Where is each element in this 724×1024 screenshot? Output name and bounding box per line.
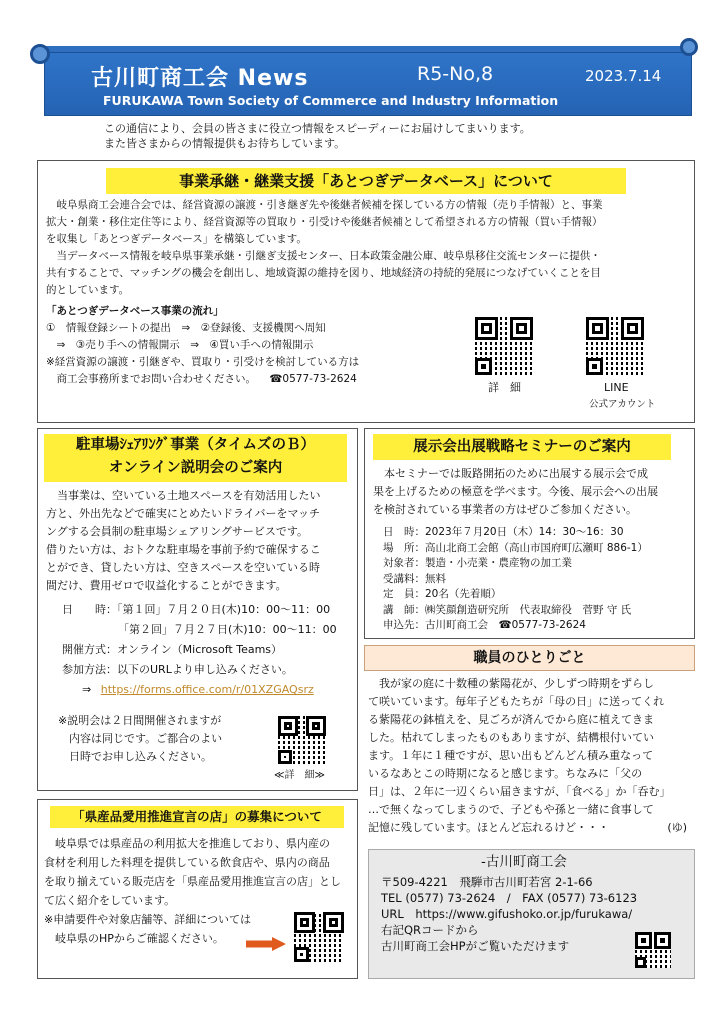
flow-title: 「あとつぎデータベース事業の流れ」 (46, 305, 224, 317)
qr-code-detail[interactable] (475, 317, 533, 375)
text-line: ます。１年に１種ですが、思い出もどんどん積み重なって (368, 749, 654, 762)
parking-title-line: 駐車場ｼｪｱﾘﾝｸﾞ事業（タイムズのＢ） (76, 437, 315, 453)
newsletter-subtitle: FURUKAWA Town Society of Commerce and Industry Information (103, 93, 559, 108)
contact-qr-text: 古川町商工会HPがご覧いただけます (381, 939, 570, 953)
scroll-curl-left (30, 44, 50, 64)
text-line: 日」は、２年に一辺くらい届きますが、「食べる」か「呑む」 (368, 785, 671, 798)
parking-method: 開催方式：オンライン（Microsoft Teams） (62, 643, 283, 656)
text-line: 果を上げるための極意を学べます。今後、展示会への出展 (373, 485, 659, 498)
qr-code-product[interactable] (294, 912, 344, 962)
staff-body (368, 675, 693, 837)
flow-section (46, 303, 466, 388)
qr-code-homepage[interactable] (635, 932, 671, 968)
banner-body (44, 52, 692, 116)
text-line: る紫陽花の鉢植えを、見ごろが済んでから庭に植えてきま (368, 713, 654, 726)
text-line: いるなあとこの時期になると感じます。ちなみに「父の (368, 767, 643, 780)
text-line: 間だけ、費用ゼロで収益化することができます。 (46, 579, 287, 592)
text-line: を収集し「あとつぎデータベース」を構築しています。 (46, 233, 307, 245)
qr-line-label: LINE (604, 381, 629, 394)
header-banner (34, 46, 692, 116)
staff-title-bar (364, 645, 695, 671)
text-line: 当事業は、空いている土地スペースを有効活用したい (46, 489, 321, 502)
exhibition-body (373, 465, 693, 519)
contact-url[interactable]: URL https://www.gifushoko.or.jp/furukawa/ (381, 907, 633, 921)
succession-contact-line (46, 371, 466, 388)
product-title: 「県産品愛用推進宣言の店」の募集について (50, 806, 344, 828)
qr-line-sublabel: 公式アカウント (589, 399, 656, 410)
staff-last-line (368, 819, 693, 837)
text-line: を検討されている事業者の方はぜひご参加ください。 (373, 503, 637, 516)
text-line: 記憶に残しています。ほとんど忘れるけど・・・ (368, 821, 610, 834)
text-line: 食材を利用した料理を提供している飲食店や、県内の商品 (44, 856, 330, 869)
session-1: 「第１回」７月２０日(木)10：00～11：00 (117, 603, 331, 616)
text-line: ングする会員制の駐車場シェアリングサービスです。 (46, 525, 309, 538)
detail-line: 受講料：無料 (383, 572, 446, 585)
flow-step: ① 情報登録シートの提出 ⇒ ②登録後、支援機関へ周知 (46, 322, 326, 334)
parking-url-link[interactable]: https://forms.office.com/r/01XZGAQsrz (100, 683, 314, 696)
text-line: 借りたい方は、おトクな駐車場を事前予約で確保するこ (46, 543, 321, 556)
staff-section (364, 645, 695, 843)
contact-qr-text: 右記QRコードから (381, 923, 479, 937)
detail-line: 定 員：20名（先着順） (383, 588, 502, 600)
detail-line: 日 時：2023年７月20日（木）14：30～16：30 (383, 526, 624, 538)
text-line: 共有することで、マッチングの機会を創出し、地域資源の維持を図り、地域経済の持続的発展につなげていくことを目 (46, 267, 601, 279)
parking-title-line: オンライン説明会のご案内 (108, 460, 283, 476)
issue-number: R5-No,8 (417, 63, 494, 85)
parking-title (44, 434, 347, 482)
exhibition-details (383, 525, 693, 634)
text-line: …で無くなってしまうので、子どもや孫と一緒に食事して (368, 803, 654, 816)
staff-title: 職員のひとりごと (473, 650, 586, 666)
text-line: 岐阜県商工会連合会では、経営資源の譲渡・引き継ぎ先や後継者候補を探している方の情報（売り手情報）と、事業 (46, 199, 603, 211)
parking-section (37, 428, 358, 791)
product-note: 岐阜県のHPからご確認ください。 (44, 932, 224, 945)
text-line: 我が家の庭に十数種の紫陽花が、少しずつ時期をずらし (368, 677, 654, 690)
date-label: 日 時： (62, 603, 117, 616)
qr-code-line[interactable] (586, 317, 644, 375)
staff-signature: (ゆ) (667, 821, 687, 834)
text-line: 方と、外出先などで確実にとめたいドライバーをマッチ (46, 507, 321, 520)
text-line: した。枯れてしまったものもありますが、結構根付いてい (368, 731, 654, 744)
contact-tel: TEL (0577) 73-2624 / FAX (0577) 73-6123 (381, 891, 638, 905)
succession-phone: ☎0577-73-2624 (269, 373, 357, 385)
qr-code-parking[interactable] (278, 716, 326, 764)
text-line: 内容は同じです。ご都合のよい (58, 732, 223, 745)
product-section (37, 799, 358, 979)
parking-note (58, 712, 278, 766)
intro-text (104, 121, 531, 151)
exhibition-section (364, 428, 695, 639)
text-line: を取り揃えている販売店を「県産品愛用推進宣言の店」とし (44, 875, 341, 888)
text-line: て咲いています。毎年子どもたちが「母の日」に送ってくれ (368, 695, 665, 708)
succession-note: ※経営資源の譲渡・引継ぎや、買取り・引受けを検討している方は (46, 356, 360, 368)
contact-name: -古川町商工会 (481, 854, 567, 870)
session-2: 「第２回」７月２７日(木)10：00～11：00 (118, 623, 337, 636)
succession-section (37, 160, 695, 423)
detail-line: 申込先：古川町商工会 ☎0577-73-2624 (383, 619, 586, 631)
text-line: とができ、貸したい方は、空きスペースを空いている時 (46, 561, 321, 574)
text-line: ※説明会は２日間開催されますが (58, 714, 222, 727)
parking-url-row (62, 680, 358, 700)
detail-line: 対象者：製造・小売業・農産物の加工業 (383, 557, 572, 569)
detail-line: 講 師：㈱笑顔創造研究所 代表取締役 菅野 守 氏 (383, 603, 632, 616)
succession-title: 事業承継・継業支援「あとつぎデータベース」について (106, 168, 626, 194)
session-row (62, 600, 358, 620)
intro-line: また皆さまからの情報提供もお待ちしています。 (104, 137, 346, 150)
text-line: 日時でお申し込みください。 (58, 750, 212, 763)
parking-schedule (62, 600, 358, 700)
text-line: 的としています。 (46, 284, 130, 296)
detail-line: 場 所：高山北商工会館（高山市国府町広瀬町 886-1） (383, 541, 648, 554)
newsletter-title: 古川町商工会 News (91, 66, 309, 91)
text-line: て広く紹介をしています。 (44, 894, 176, 907)
text-line: 当データベース情報を岐阜県事業承継・引継ぎ支援センター、日本政策金融公庫、岐阜県移住交流センターに提供・ (46, 250, 601, 262)
text-line: 拡大・創業・移住定住等により、経営資源等の買取り・引受けや後継者候補として希望される方の情報（買い手情報） (46, 216, 603, 228)
contact-section (368, 849, 695, 979)
intro-line: この通信により、会員の皆さまに役立つ情報をスピーディーにお届けしてまいります。 (104, 122, 531, 135)
succession-paragraph-1 (46, 197, 686, 299)
scroll-curl-right (680, 38, 698, 56)
qr-parking-label: ≪詳 細≫ (274, 770, 325, 781)
contact-postal: 〒509-4221 飛騨市古川町若宮 2-1-66 (381, 875, 593, 889)
text-line: 岐阜県では県産品の利用拡大を推進しており、県内産の (44, 837, 330, 850)
qr-detail-label: 詳 細 (488, 381, 521, 394)
arrow-icon: ⇒ (82, 683, 92, 696)
text-line: 本セミナーでは販路開拓のために出展する展示会で成 (373, 467, 648, 480)
flow-step: ⇒ ③売り手への情報開示 ⇒ ④買い手への情報開示 (46, 339, 314, 351)
parking-body (46, 487, 354, 595)
parking-apply: 参加方法：以下のURLより申し込みください。 (62, 663, 293, 676)
product-note: ※申請要件や対象店舗等、詳細については (44, 913, 251, 926)
succession-note: 商工会事務所までお問い合わせください。 (46, 373, 256, 385)
issue-date: 2023.7.14 (585, 67, 662, 85)
exhibition-title: 展示会出展戦略セミナーのご案内 (373, 434, 671, 460)
